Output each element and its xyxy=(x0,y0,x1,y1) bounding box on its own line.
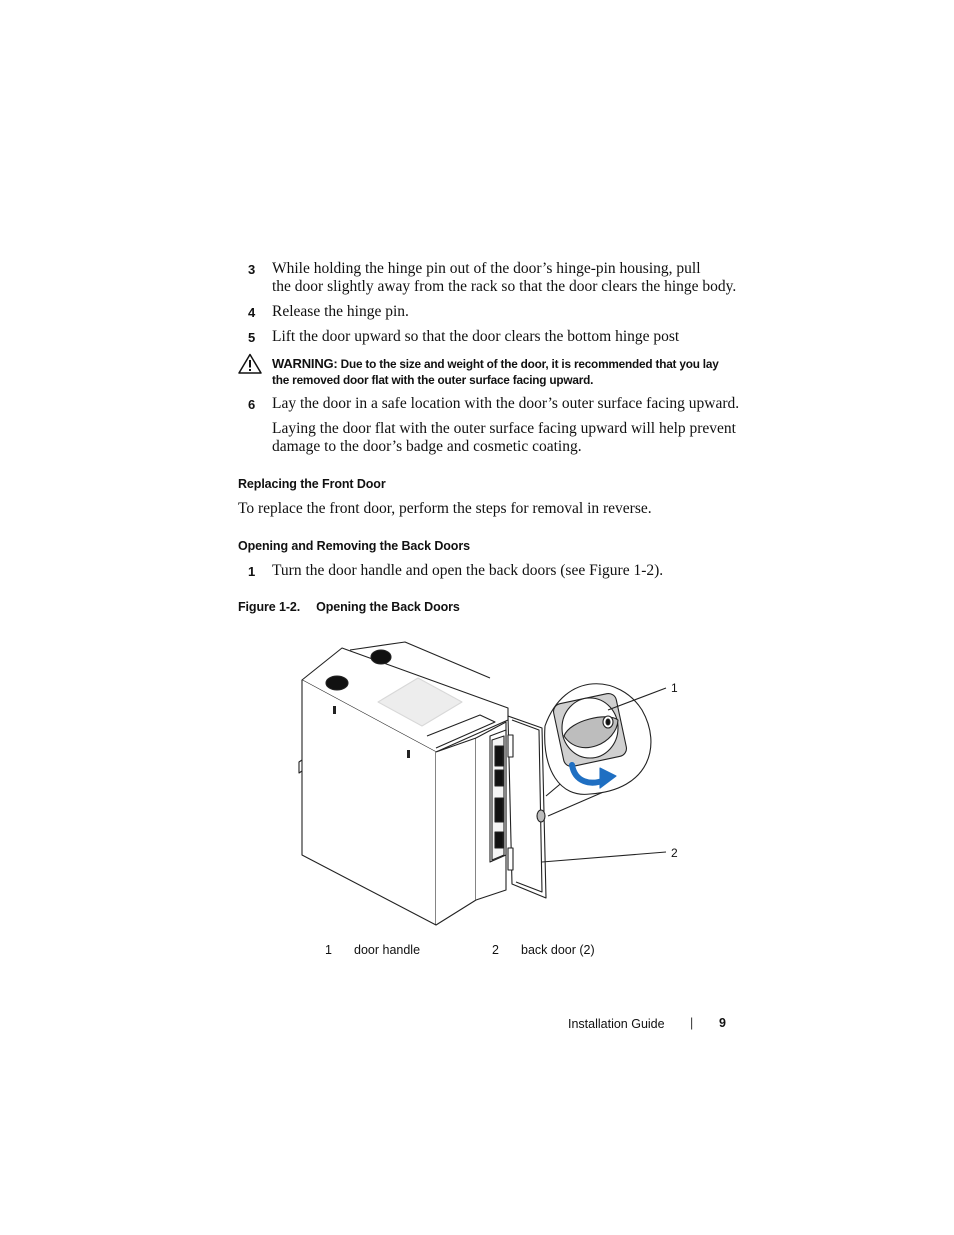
callout-1: 1 xyxy=(671,681,678,695)
page-number: 9 xyxy=(719,1016,726,1030)
step-note-line: Laying the door flat with the outer surface facing upward will help prevent xyxy=(272,420,736,437)
figure-caption xyxy=(238,600,460,614)
legend-label: door handle xyxy=(354,943,421,957)
section-text: To replace the front door, perform the steps for removal in reverse. xyxy=(238,500,652,517)
step-number: 5 xyxy=(248,330,256,345)
rack-illustration xyxy=(290,640,690,930)
step-number: 3 xyxy=(248,262,256,277)
legend-number: 2 xyxy=(492,943,499,957)
warning-icon xyxy=(238,353,262,374)
callout-2: 2 xyxy=(671,846,678,860)
legend-label: back door (2) xyxy=(521,943,595,957)
warning-label: WARNING: xyxy=(272,356,338,371)
step-number: 4 xyxy=(248,305,256,320)
figure-label: Figure 1-2. xyxy=(238,600,301,614)
step-note xyxy=(272,420,752,456)
step-text-line: While holding the hinge pin out of the door’s hinge-pin housing, pull xyxy=(272,260,701,277)
step-number: 1 xyxy=(248,564,256,579)
step-text: Lay the door in a safe location with the door’s outer surface facing upward. xyxy=(272,395,740,412)
step-note-line: damage to the door’s badge and cosmetic coating. xyxy=(272,438,582,455)
step-text: Lift the door upward so that the door clears the bottom hinge post xyxy=(272,328,680,345)
step-text-line: the door slightly away from the rack so that the door clears the hinge body. xyxy=(272,278,737,295)
legend-number: 1 xyxy=(325,943,332,957)
step-text: Turn the door handle and open the back doors (see Figure 1-2). xyxy=(272,562,664,579)
warning-text-line: Due to the size and weight of the door, it is recommended that you lay xyxy=(340,357,719,371)
warning-note xyxy=(272,356,752,388)
footer-guide-title: Installation Guide xyxy=(568,1017,665,1031)
section-heading: Opening and Removing the Back Doors xyxy=(238,539,470,553)
footer-separator: | xyxy=(690,1016,694,1030)
step-text xyxy=(272,260,752,296)
section-heading: Replacing the Front Door xyxy=(238,477,386,491)
warning-text-line: the removed door flat with the outer surface facing upward. xyxy=(272,373,594,387)
step-text: Release the hinge pin. xyxy=(272,303,409,320)
figure-title: Opening the Back Doors xyxy=(316,600,460,614)
step-number: 6 xyxy=(248,397,256,412)
